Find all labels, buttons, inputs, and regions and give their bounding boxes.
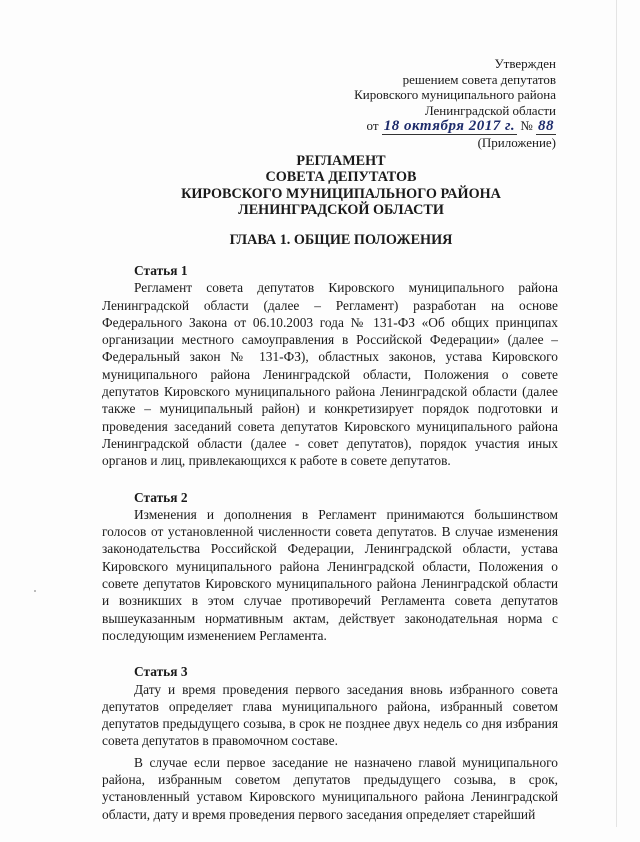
approval-date-line (354, 118, 556, 135)
article-3 (102, 663, 558, 823)
article-paragraph: Дату и время проведения первого заседания вновь избранного совета депутатов определяет глава муниципального района, избранный советом депутатов предыдущего созыва, в срок не позднее двух недель со дня избрания совета депутатов в правомочном составе. (102, 681, 558, 749)
title-line-4: ЛЕНИНГРАДСКОЙ ОБЛАСТИ (238, 202, 444, 219)
scan-speck (34, 590, 36, 592)
article-1 (102, 262, 558, 470)
approval-block (354, 56, 556, 151)
chapter-heading: ГЛАВА 1. ОБЩИЕ ПОЛОЖЕНИЯ (229, 232, 453, 248)
approval-line-1: Утвержден (494, 56, 556, 71)
article-paragraph: Изменения и дополнения в Регламент принимаются большинством голосов от установленной численности совета депутатов. В случае изменения законодательства Российской Федерации, Ленинградской области, устава Кировского муниципального района Ленинградской области, Положения о совете депутатов Кировского муниципального района Ленинградской области и возникших в этом случае противоречий Регламента совета депутатов вышеуказанным нормативным актам, действует законодательная норма с последующим изменением Регламента. (102, 506, 558, 643)
document-body (102, 262, 558, 842)
number-sign: № (520, 118, 533, 134)
approval-line-2: решением совета депутатов (402, 71, 556, 87)
title-line-3: КИРОВСКОГО МУНИЦИПАЛЬНОГО РАЙОНА (181, 185, 501, 202)
article-title: Статья 2 (134, 489, 188, 505)
date-prefix: от (366, 118, 379, 134)
handwritten-date: 18 октября 2017 г. (383, 118, 516, 135)
approval-line-3: Кировского муниципального района (354, 87, 556, 103)
scan-edge (616, 0, 617, 827)
article-paragraph: В случае если первое заседание не назначено главой муниципального района, избранным советом депутатов предыдущего созыва, в срок, установленный уставом Кировского муниципального района Ленинградской области, дату и время проведения первого заседания определяет старейший (102, 754, 558, 822)
approval-line-4: Ленинградской области (424, 102, 556, 118)
document-title (0, 153, 640, 219)
article-title: Статья 3 (134, 664, 188, 680)
title-line-1: РЕГЛАМЕНТ (296, 153, 386, 169)
article-2 (102, 489, 558, 645)
article-paragraph: Регламент совета депутатов Кировского муниципального района Ленинградской области (далее – Регламент) разработан на основе Федерального Закона от 06.10.2003 года № 131-ФЗ «Об общих принципах организации местного самоуправления в Российской Федерации» (далее – Федеральный закон № 131-ФЗ), областных законов, устава Кировского муниципального района Ленинградской области, Положения о совете депутатов Кировского муниципального района Ленинградской области (далее также – муниципальный район) и конкретизирует порядок подготовки и проведения заседаний совета депутатов Кировского муниципального района Ленинградской области (далее - совет депутатов), порядок участия иных органов и лиц, привлекающихся к работе в совете депутатов. (102, 280, 558, 469)
article-title: Статья 1 (134, 263, 188, 278)
handwritten-number: 88 (538, 118, 554, 135)
title-line-2: СОВЕТА ДЕПУТАТОВ (265, 169, 417, 186)
approval-appendix: (Приложение) (477, 134, 556, 150)
